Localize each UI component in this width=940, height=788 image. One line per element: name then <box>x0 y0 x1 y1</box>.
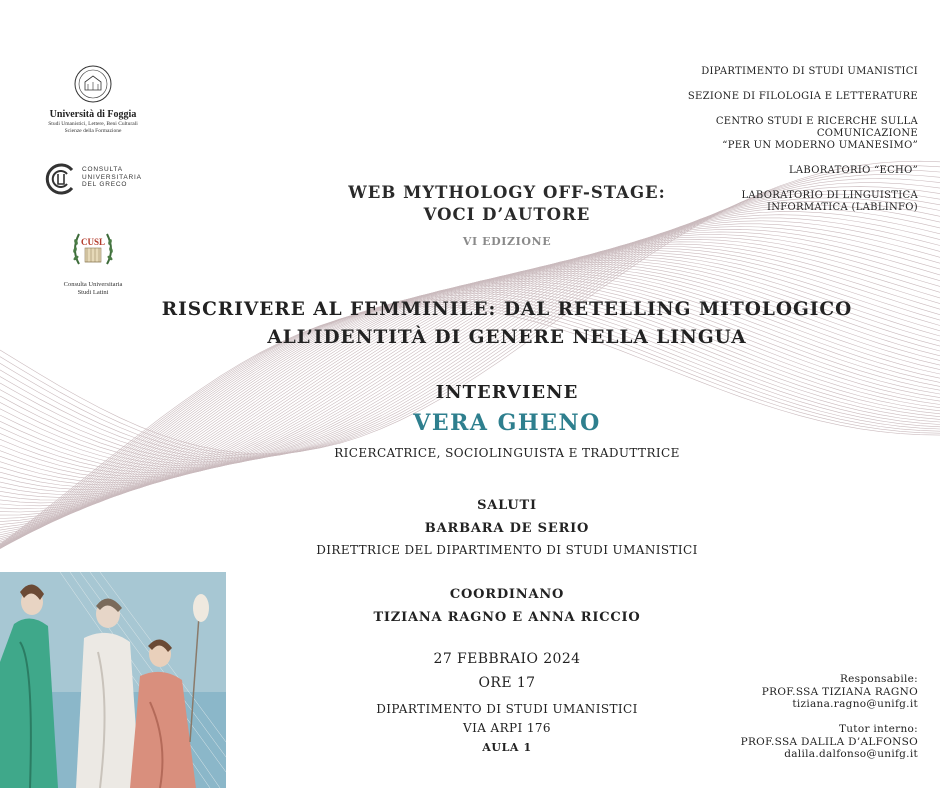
cug-text-1: CONSULTA <box>82 166 123 173</box>
event-date: 27 FEBBRAIO 2024 <box>433 651 581 667</box>
organizer-department: DIPARTIMENTO DI STUDI UMANISTICI <box>701 66 918 77</box>
tutor-name: PROF.SSA DALILA D’ALFONSO <box>740 735 918 748</box>
event-venue: DIPARTIMENTO DI STUDI UMANISTICI <box>376 702 638 716</box>
unifg-sub-1: Studi Umanistici, Lettere, Beni Culturali <box>48 121 138 127</box>
cug-text-2: UNIVERSITARIA <box>82 173 142 181</box>
cug-text-3: DEL GRECO <box>82 181 128 188</box>
unifg-logo <box>38 64 148 135</box>
event-time: ORE 17 <box>478 675 536 691</box>
cusl-text-2: Studi Latini <box>77 288 109 296</box>
organizer-lab-echo: LABORATORIO “ECHO” <box>788 165 918 176</box>
unifg-name: Università di Foggia <box>49 109 137 120</box>
event-address: VIA ARPI 176 <box>463 721 551 735</box>
coordination-heading: COORDINANO <box>449 587 565 602</box>
unifg-sub-2: Scienze della Formazione <box>64 128 122 134</box>
cusl-laurel-icon <box>67 224 119 276</box>
speaker-role: RICERCATRICE, SOCIOLINGUISTA E TRADUTTRICE <box>334 446 680 460</box>
wave-line <box>0 224 940 481</box>
unifg-seal-icon <box>73 64 113 104</box>
event-room: AULA 1 <box>482 741 532 754</box>
painting-image <box>0 572 226 788</box>
responsible-label: Responsabile: <box>839 673 918 685</box>
organizer-section: SEZIONE DI FILOLOGIA E LETTERATURE <box>687 91 918 102</box>
tutor-label: Tutor interno: <box>838 723 918 735</box>
contact-tutor <box>658 723 918 761</box>
tutor-email: dalila.dalfonso@unifg.it <box>784 748 918 760</box>
speaker-heading: INTERVIENE <box>435 382 579 403</box>
cusl-monogram: CUSL <box>80 237 106 247</box>
responsible-name: PROF.SSA TIZIANA RAGNO <box>761 685 918 698</box>
edition-label: VI EDIZIONE <box>462 235 552 248</box>
cusl-text-1: Consulta Universitaria <box>63 281 123 288</box>
speaker-name: VERA GHENO <box>413 410 601 436</box>
organizer-lab-lablinfo: LABORATORIO DI LINGUISTICA INFORMATICA (LABLINFO) <box>741 190 918 213</box>
contact-responsible <box>658 673 918 711</box>
coordination-names: TIZIANA RAGNO E ANNA RICCIO <box>373 610 641 625</box>
responsible-email: tiziana.ragno@unifg.it <box>792 698 918 710</box>
greetings-heading: SALUTI <box>477 498 537 513</box>
organizer-research-center: CENTRO STUDI E RICERCHE SULLA COMUNICAZIONE “PER UN MODERNO UMANESIMO” <box>715 116 918 151</box>
greetings-role: DIRETTRICE DEL DIPARTIMENTO DI STUDI UMANISTICI <box>316 543 698 557</box>
greetings-name: BARBARA DE SERIO <box>424 521 590 536</box>
talk-title: RISCRIVERE AL FEMMINILE: DAL RETELLING MITOLOGICO ALL’IDENTITÀ DI GENERE NELLA LINGUA <box>161 299 853 348</box>
series-title: WEB MYTHOLOGY OFF-STAGE: VOCI D’AUTORE <box>348 183 666 224</box>
